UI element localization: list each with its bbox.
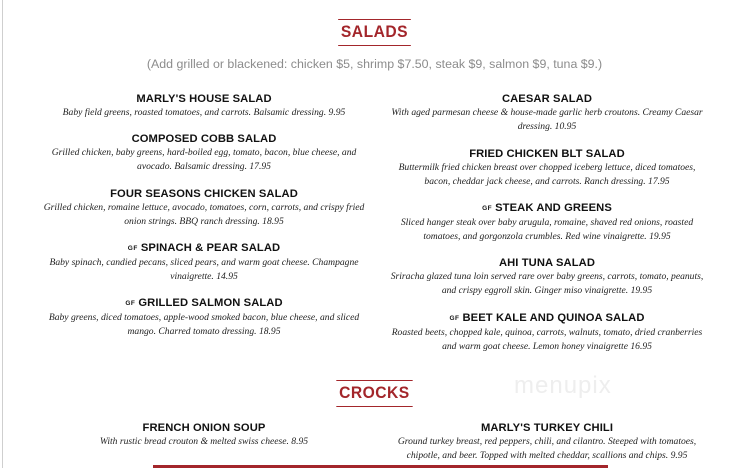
item-description: Baby greens, diced tomatoes, apple-wood smoked bacon, blue cheese, and sliced mango. Charred tomato dressing. 18.95 (48, 312, 360, 337)
menupix-watermark: menupix (514, 372, 612, 399)
item-name: MARLY'S HOUSE SALAD (136, 93, 272, 105)
item-description: Baby field greens, roasted tomatoes, and carrots. Balsamic dressing. 9.95 (62, 107, 346, 118)
item-name: AHI TUNA SALAD (498, 257, 596, 269)
gluten-free-badge: GF (482, 205, 493, 212)
menu-item-beet-kale-quinoa-salad (388, 311, 706, 354)
gluten-free-badge: GF (449, 315, 460, 322)
item-description: Buttermilk fried chicken breast over chopped iceberg lettuce, diced tomatoes, bacon, cheddar jack cheese, and carrots. Ranch dressing. 17.95 (398, 162, 696, 187)
menu-item-ahi-tuna-salad (388, 256, 706, 298)
item-name: FRIED CHICKEN BLT SALAD (469, 148, 625, 160)
item-name-row (36, 241, 372, 256)
menu-item-french-onion-soup (36, 421, 372, 449)
menu-item-grilled-salmon-salad (36, 296, 372, 339)
item-description: Roasted beets, chopped kale, quinoa, carrots, walnuts, tomato, dried cranberries and warm goat cheese. Lemon honey vinaigrette 16.95 (391, 327, 703, 352)
item-name: GRILLED SALMON SALAD (138, 297, 283, 309)
menu-item-marlys-house-salad (36, 92, 372, 120)
item-name: SPINACH & PEAR SALAD (140, 242, 281, 254)
menu-item-four-seasons-chicken-salad (36, 187, 372, 229)
salads-heading (0, 19, 749, 46)
item-description: Grilled chicken, baby greens, hard-boiled egg, tomato, bacon, blue cheese, and avocado. Balsamic dressing. 17.95 (51, 147, 357, 172)
item-name-row (388, 201, 706, 216)
item-name-row (36, 296, 372, 311)
item-description: Grilled chicken, romaine lettuce, avocado, tomatoes, corn, carrots, and crispy fried onion strings. BBQ ranch dressing. 18.95 (43, 202, 365, 227)
item-description: Sliced hanger steak over baby arugula, romaine, shaved red onions, roasted tomatoes, and gorgonzola crumbles. Red wine vinaigrette. 19.95 (400, 217, 694, 242)
gluten-free-badge: GF (127, 245, 138, 252)
item-description: Baby spinach, candied pecans, sliced pears, and warm goat cheese. Champagne vinaigrette. 14.95 (49, 257, 359, 282)
item-name: STEAK AND GREENS (495, 202, 612, 214)
menu-item-steak-and-greens (388, 201, 706, 244)
item-description: With aged parmesan cheese & house-made garlic herb croutons. Creamy Caesar dressing. 10.95 (391, 107, 703, 132)
item-name: FRENCH ONION SOUP (142, 422, 266, 434)
item-name: BEET KALE AND QUINOA SALAD (462, 312, 645, 324)
addons-note: (Add grilled or blackened: chicken $5, shrimp $7.50, steak $9, salmon $9, tuna $9.) (146, 57, 603, 71)
item-description: Ground turkey breast, red peppers, chili, and cilantro. Steeped with tomatoes, chipotle, and beer. Topped with melted cheddar, scallions and chips. 9.95 (397, 436, 697, 461)
item-name: MARLY'S TURKEY CHILI (480, 422, 614, 434)
item-name-row (388, 311, 706, 326)
menu-item-fried-chicken-blt-salad (388, 147, 706, 189)
menu-item-caesar-salad (388, 92, 706, 134)
menu-item-marlys-turkey-chili (388, 421, 706, 463)
menu-item-composed-cobb-salad (36, 132, 372, 174)
crocks-title: CROCKS (336, 380, 412, 407)
item-description: Sriracha glazed tuna loin served rare over baby greens, carrots, tomato, peanuts, and crispy eggroll skin. Ginger miso vinaigrette. 19.95 (390, 271, 704, 296)
item-name: FOUR SEASONS CHICKEN SALAD (110, 188, 298, 200)
gluten-free-badge: GF (125, 300, 136, 307)
menu-item-spinach-pear-salad (36, 241, 372, 284)
crocks-heading (0, 380, 749, 407)
item-description: With rustic bread crouton & melted swiss cheese. 8.95 (99, 436, 309, 447)
salads-title: SALADS (338, 19, 411, 46)
item-name: COMPOSED COBB SALAD (131, 133, 277, 145)
item-name: CAESAR SALAD (501, 93, 593, 105)
